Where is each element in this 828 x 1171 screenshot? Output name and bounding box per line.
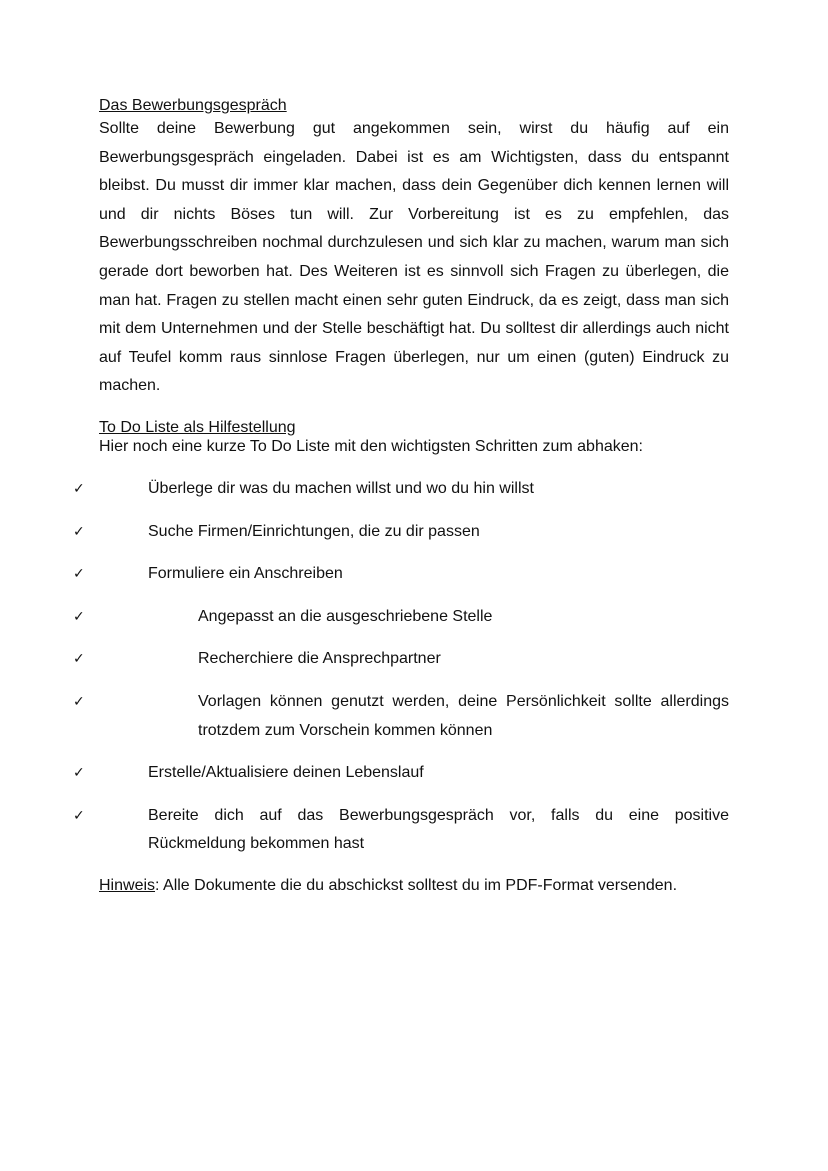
document-page xyxy=(73,97,729,913)
list-item-text: Vorlagen können genutzt werden, deine Persönlichkeit sollte allerdings trotzdem zum Vorschein kommen können xyxy=(198,692,729,739)
list-item xyxy=(73,475,729,504)
checkmark-icon: ✓ xyxy=(73,807,85,824)
list-item-text: Angepasst an die ausgeschriebene Stelle xyxy=(198,607,493,625)
section-heading-interview: Das Bewerbungsgespräch xyxy=(99,97,287,114)
todo-section xyxy=(73,418,729,859)
list-item xyxy=(73,802,729,859)
sub-list-item xyxy=(73,603,729,632)
sub-list-item xyxy=(73,688,729,745)
interview-paragraph: Sollte deine Bewerbung gut angekommen sein, wirst du häufig auf ein Bewerbungsgespräch eingeladen. Dabei ist es am Wichtigsten, dass du entspannt bleibst. Du musst dir immer klar machen, dass dein Gegenüber dich kennen lernen will und dir nichts Böses tun will. Zur Vorbereitung ist es zu empfehlen, das Bewerbungsschreiben nochmal durchzulesen und sich klar zu machen, warum man sich gerade dort beworben hat. Des Weiteren ist es sinnvoll sich Fragen zu überlegen, die man hat. Fragen zu stellen macht einen sehr guten Eindruck, da es zeigt, dass man sich mit dem Unternehmen und der Stelle beschäftigt hat. Du solltest dir allerdings auch nicht auf Teufel komm raus sinnlose Fragen überlegen, nur um einen (guten) Eindruck zu machen. xyxy=(99,120,729,395)
list-item-text: Erstelle/Aktualisiere deinen Lebenslauf xyxy=(148,764,424,782)
checkmark-icon: ✓ xyxy=(73,765,85,782)
list-item xyxy=(73,759,729,788)
checkmark-icon: ✓ xyxy=(73,651,85,668)
checkmark-icon: ✓ xyxy=(73,608,85,625)
hint-label: Hinweis xyxy=(99,876,156,894)
hint-note xyxy=(99,875,729,897)
list-item-text: Recherchiere die Ansprechpartner xyxy=(198,650,441,668)
checkmark-icon: ✓ xyxy=(73,480,85,497)
list-item-text: Formuliere ein Anschreiben xyxy=(148,565,343,583)
todo-intro: Hier noch eine kurze To Do Liste mit den wichtigsten Schritten zum abhaken: xyxy=(99,437,643,455)
checkmark-icon: ✓ xyxy=(73,693,85,710)
todo-checklist xyxy=(73,475,729,859)
list-item xyxy=(73,560,729,589)
checkmark-icon: ✓ xyxy=(73,523,85,540)
list-item-text: Überlege dir was du machen willst und wo du hin willst xyxy=(148,479,534,497)
sub-list-item xyxy=(73,645,729,674)
checkmark-icon: ✓ xyxy=(73,566,85,583)
list-item-text: Bereite dich auf das Bewerbungsgespräch vor, falls du eine positive Rückmeldung bekommen hast xyxy=(148,806,729,853)
hint-text: : Alle Dokumente die du abschickst solltest du im PDF-Format versenden. xyxy=(155,876,678,894)
section-heading-todo: To Do Liste als Hilfestellung xyxy=(99,418,296,436)
list-item-text: Suche Firmen/Einrichtungen, die zu dir passen xyxy=(148,522,480,540)
list-item xyxy=(73,518,729,547)
